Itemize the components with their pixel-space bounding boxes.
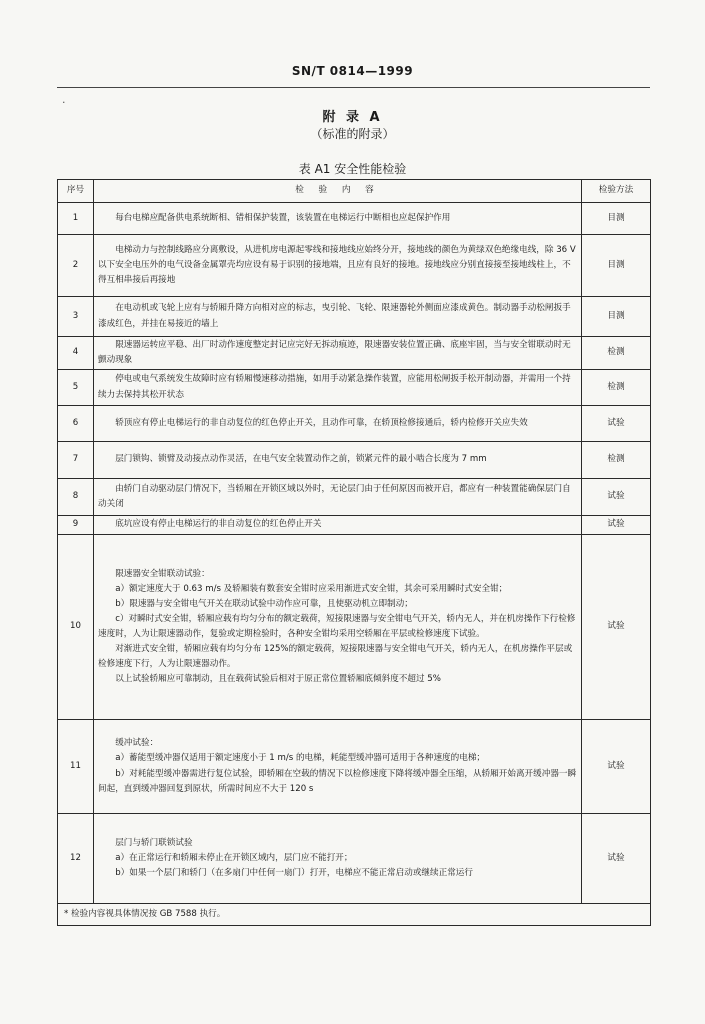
- row-method: 试验: [582, 720, 651, 814]
- row-number: 1: [58, 203, 94, 235]
- row-content: [94, 814, 582, 904]
- table-row: [58, 370, 651, 406]
- row-number: 3: [58, 297, 94, 337]
- content-line: 电梯动力与控制线路应分离敷设，从进机房电源起零线和接地线应始终分开，接地线的颜色为黄绿双色绝缘电线，除 36 V 以下安全电压外的电气设备金属罩壳均应设有易于识别的接地端，且应有良好的接地。接地线应分别直接接至接地线柱上，不得互相串接后再接地: [98, 244, 576, 286]
- content-line: 停电或电气系统发生故障时应有轿厢慢速移动措施，如用手动紧急操作装置，应能用松闸扳手松开制动器，并需用一个持续力去保持其松开状态: [98, 374, 571, 400]
- row-method: 试验: [582, 479, 651, 516]
- header-method: 检验方法: [582, 180, 651, 203]
- content-line: 在电动机或飞轮上应有与轿厢升降方向相对应的标志，曳引轮、飞轮、限速器轮外侧面应漆成黄色。制动器手动松闸扳手漆成红色，并挂在易接近的墙上: [98, 303, 571, 329]
- content-line: b）如果一个层门和轿门（在多扇门中任何一扇门）打开，电梯应不能正常启动或继续正常运行: [115, 868, 473, 879]
- content-line: 缓冲试验：: [115, 738, 159, 749]
- row-method: 试验: [582, 814, 651, 904]
- appendix-subtitle: （标准的附录）: [310, 127, 395, 141]
- row-content: [94, 535, 582, 720]
- safety-inspection-table: [57, 179, 651, 926]
- table-row: [58, 814, 651, 904]
- row-number: 6: [58, 406, 94, 442]
- row-number: 7: [58, 442, 94, 479]
- row-number: 2: [58, 235, 94, 297]
- content-line: b）限速器与安全钳电气开关在联动试验中动作应可靠，且使驱动机立即制动；: [115, 598, 413, 609]
- row-method: 试验: [582, 406, 651, 442]
- row-number: 10: [58, 535, 94, 720]
- content-line: 每台电梯应配备供电系统断相、错相保护装置，该装置在电梯运行中断相也应起保护作用: [115, 212, 451, 223]
- content-line: 由轿门自动驱动层门情况下，当轿厢在开锁区域以外时，无论层门由于任何原因而被开启，都应有一种装置能确保层门自动关闭: [98, 483, 571, 509]
- content-line: 限速器运转应平稳、出厂时动作速度整定封记应完好无拆动痕迹，限速器安装位置正确、底座牢固，当与安全钳联动时无颤动现象: [98, 339, 571, 365]
- row-number: 5: [58, 370, 94, 406]
- row-content: [94, 720, 582, 814]
- content-line: 轿顶应有停止电梯运行的非自动复位的红色停止开关，且动作可靠，在轿顶检修接通后，轿内检修开关应失效: [115, 417, 528, 428]
- row-number: 8: [58, 479, 94, 516]
- row-content: [94, 479, 582, 516]
- table-row: [58, 516, 651, 535]
- content-line: a）额定速度大于 0.63 m/s 及轿厢装有数套安全钳时应采用渐进式安全钳，其余可采用瞬时式安全钳；: [115, 583, 508, 594]
- row-method: 检测: [582, 442, 651, 479]
- row-method: 目测: [582, 297, 651, 337]
- content-line: 底坑应设有停止电梯运行的非自动复位的红色停止开关: [115, 519, 322, 530]
- row-content: [94, 406, 582, 442]
- row-method: 检测: [582, 337, 651, 370]
- header-content: 检 验 内 容: [94, 180, 582, 203]
- header-no: 序号: [58, 180, 94, 203]
- table-header-row: [58, 180, 651, 203]
- row-number: 4: [58, 337, 94, 370]
- row-content: [94, 203, 582, 235]
- table-row: [58, 235, 651, 297]
- content-line: c）对瞬时式安全钳，轿厢应载有均匀分布的额定载荷，短接限速器与安全钳电气开关，轿内无人，并在机房操作下行检修速度时，人为让限速器动作，复验或定期检验时，各种安全钳均采用空轿厢在平层或检修速度下试验。: [98, 613, 576, 639]
- row-content: [94, 370, 582, 406]
- content-line: 层门锁钩、锁臂及动接点动作灵活，在电气安全装置动作之前，锁紧元件的最小啮合长度为 7 mm: [115, 454, 487, 465]
- content-line: a）蓄能型缓冲器仅适用于额定速度小于 1 m/s 的电梯，耗能型缓冲器可适用于各种速度的电梯；: [115, 753, 486, 764]
- table-row: [58, 337, 651, 370]
- content-line: 层门与轿门联锁试验: [115, 837, 193, 848]
- row-content: [94, 297, 582, 337]
- row-content: [94, 235, 582, 297]
- scan-speck: ·: [62, 96, 66, 109]
- appendix-title: 附 录 A: [322, 110, 383, 125]
- table-row: [58, 479, 651, 516]
- table-footnote: * 检验内容视具体情况按 GB 7588 执行。: [58, 904, 651, 926]
- content-line: 限速器安全钳联动试验：: [115, 568, 210, 579]
- content-line: b）对耗能型缓冲器需进行复位试验，即轿厢在空载的情况下以检修速度下降将缓冲器全压缩，从轿厢开始离开缓冲器一瞬间起，直到缓冲器回复到原状，所需时间应不大于 120 s: [98, 768, 577, 794]
- row-method: 试验: [582, 516, 651, 535]
- row-content: [94, 337, 582, 370]
- header-rule: [57, 87, 650, 88]
- table-row: [58, 406, 651, 442]
- content-line: 对渐进式安全钳，轿厢应载有均匀分布 125%的额定载荷，短接限速器与安全钳电气开关，轿内无人，在机房操作平层或检修速度下行，人为让限速器动作。: [98, 644, 573, 670]
- row-method: 检测: [582, 370, 651, 406]
- row-method: 试验: [582, 535, 651, 720]
- row-method: 目测: [582, 203, 651, 235]
- standard-number: SN/T 0814—1999: [291, 64, 414, 78]
- row-content: [94, 516, 582, 535]
- row-number: 12: [58, 814, 94, 904]
- content-line: 以上试验轿厢应可靠制动，且在载荷试验后相对于原正常位置轿厢底倾斜度不超过 5%: [115, 674, 441, 685]
- content-line: a）在正常运行和轿厢未停止在开锁区域内，层门应不能打开；: [115, 852, 353, 863]
- table-title: 表 A1 安全性能检验: [298, 162, 407, 176]
- row-number: 11: [58, 720, 94, 814]
- row-method: 目测: [582, 235, 651, 297]
- table-row: [58, 535, 651, 720]
- table-row: [58, 297, 651, 337]
- table-row: [58, 720, 651, 814]
- row-number: 9: [58, 516, 94, 535]
- table-row: [58, 442, 651, 479]
- table-row: [58, 203, 651, 235]
- footnote-row: [58, 904, 651, 926]
- row-content: [94, 442, 582, 479]
